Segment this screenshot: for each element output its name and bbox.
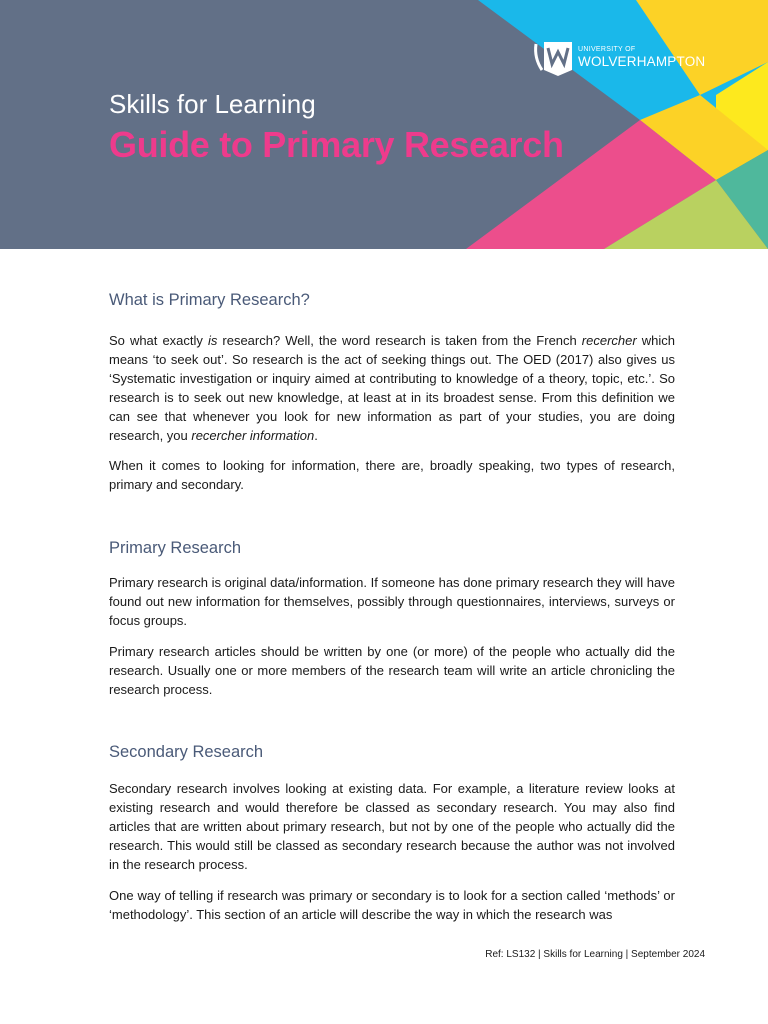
heading-primary-research: Primary Research (109, 539, 242, 557)
paragraph-methods-section: One way of telling if research was primary or secondary is to look for a section called ‘methods’ or ‘methodology’. This section of an article will describe the way in which the research was (109, 888, 675, 922)
paragraph-secondary-definition: Secondary research involves looking at existing data. For example, a literature review looks at existing research and would therefore be classed as secondary research. You may also find articles that are written about primary research, but not by one of the people who actually did the research. This would still be classed as secondary research because the author was not involved in the research process. (109, 781, 675, 872)
heading-secondary-research: Secondary Research (109, 743, 264, 761)
series-label: Skills for Learning (109, 89, 316, 119)
text-run: . (314, 428, 318, 443)
paragraph-primary-articles: Primary research articles should be written by one (or more) of the people who actually did the research. Usually one or more members of the research team will write an article chronicling the research process. (109, 644, 675, 697)
text-run: So what exactly (109, 333, 208, 348)
heading-what-is-primary-research: What is Primary Research? (109, 291, 310, 309)
emphasis-recercher: recercher (581, 333, 637, 348)
paragraph-two-types: When it comes to looking for information, there are, broadly speaking, two types of research, primary and secondary. (109, 458, 675, 492)
paragraph-primary-definition: Primary research is original data/information. If someone has done primary research they will have found out new information for themselves, possibly through questionnaires, interviews, surveys or focus groups. (109, 575, 675, 628)
logo-line-university-of: UNIVERSITY OF (578, 46, 636, 53)
header-banner (0, 0, 768, 249)
emphasis-is: is (207, 333, 218, 348)
page-footer-reference: Ref: LS132 | Skills for Learning | September 2024 (485, 949, 705, 960)
university-crest-icon (532, 40, 576, 78)
university-logo (532, 40, 712, 80)
logo-line-wolverhampton: WOLVERHAMPTON (578, 54, 706, 69)
paragraph-research-definition (109, 331, 675, 445)
text-run: research? Well, the word research is taken from the French (217, 333, 582, 348)
page-title: Guide to Primary Research (109, 124, 564, 165)
emphasis-recercher-information: recercher information (191, 428, 315, 443)
text-run: which means ‘to seek out’. So research is the act of seeking things out. The OED (2017) also gives us ‘Systematic investigation or inquiry aimed at contributing to knowledge of a theory, topic, etc.’. So research is to seek out new knowledge, at least at in its broadest sense. From this definition we can see that whenever you look for new information as part of your studies, you are doing research, you (109, 333, 675, 443)
